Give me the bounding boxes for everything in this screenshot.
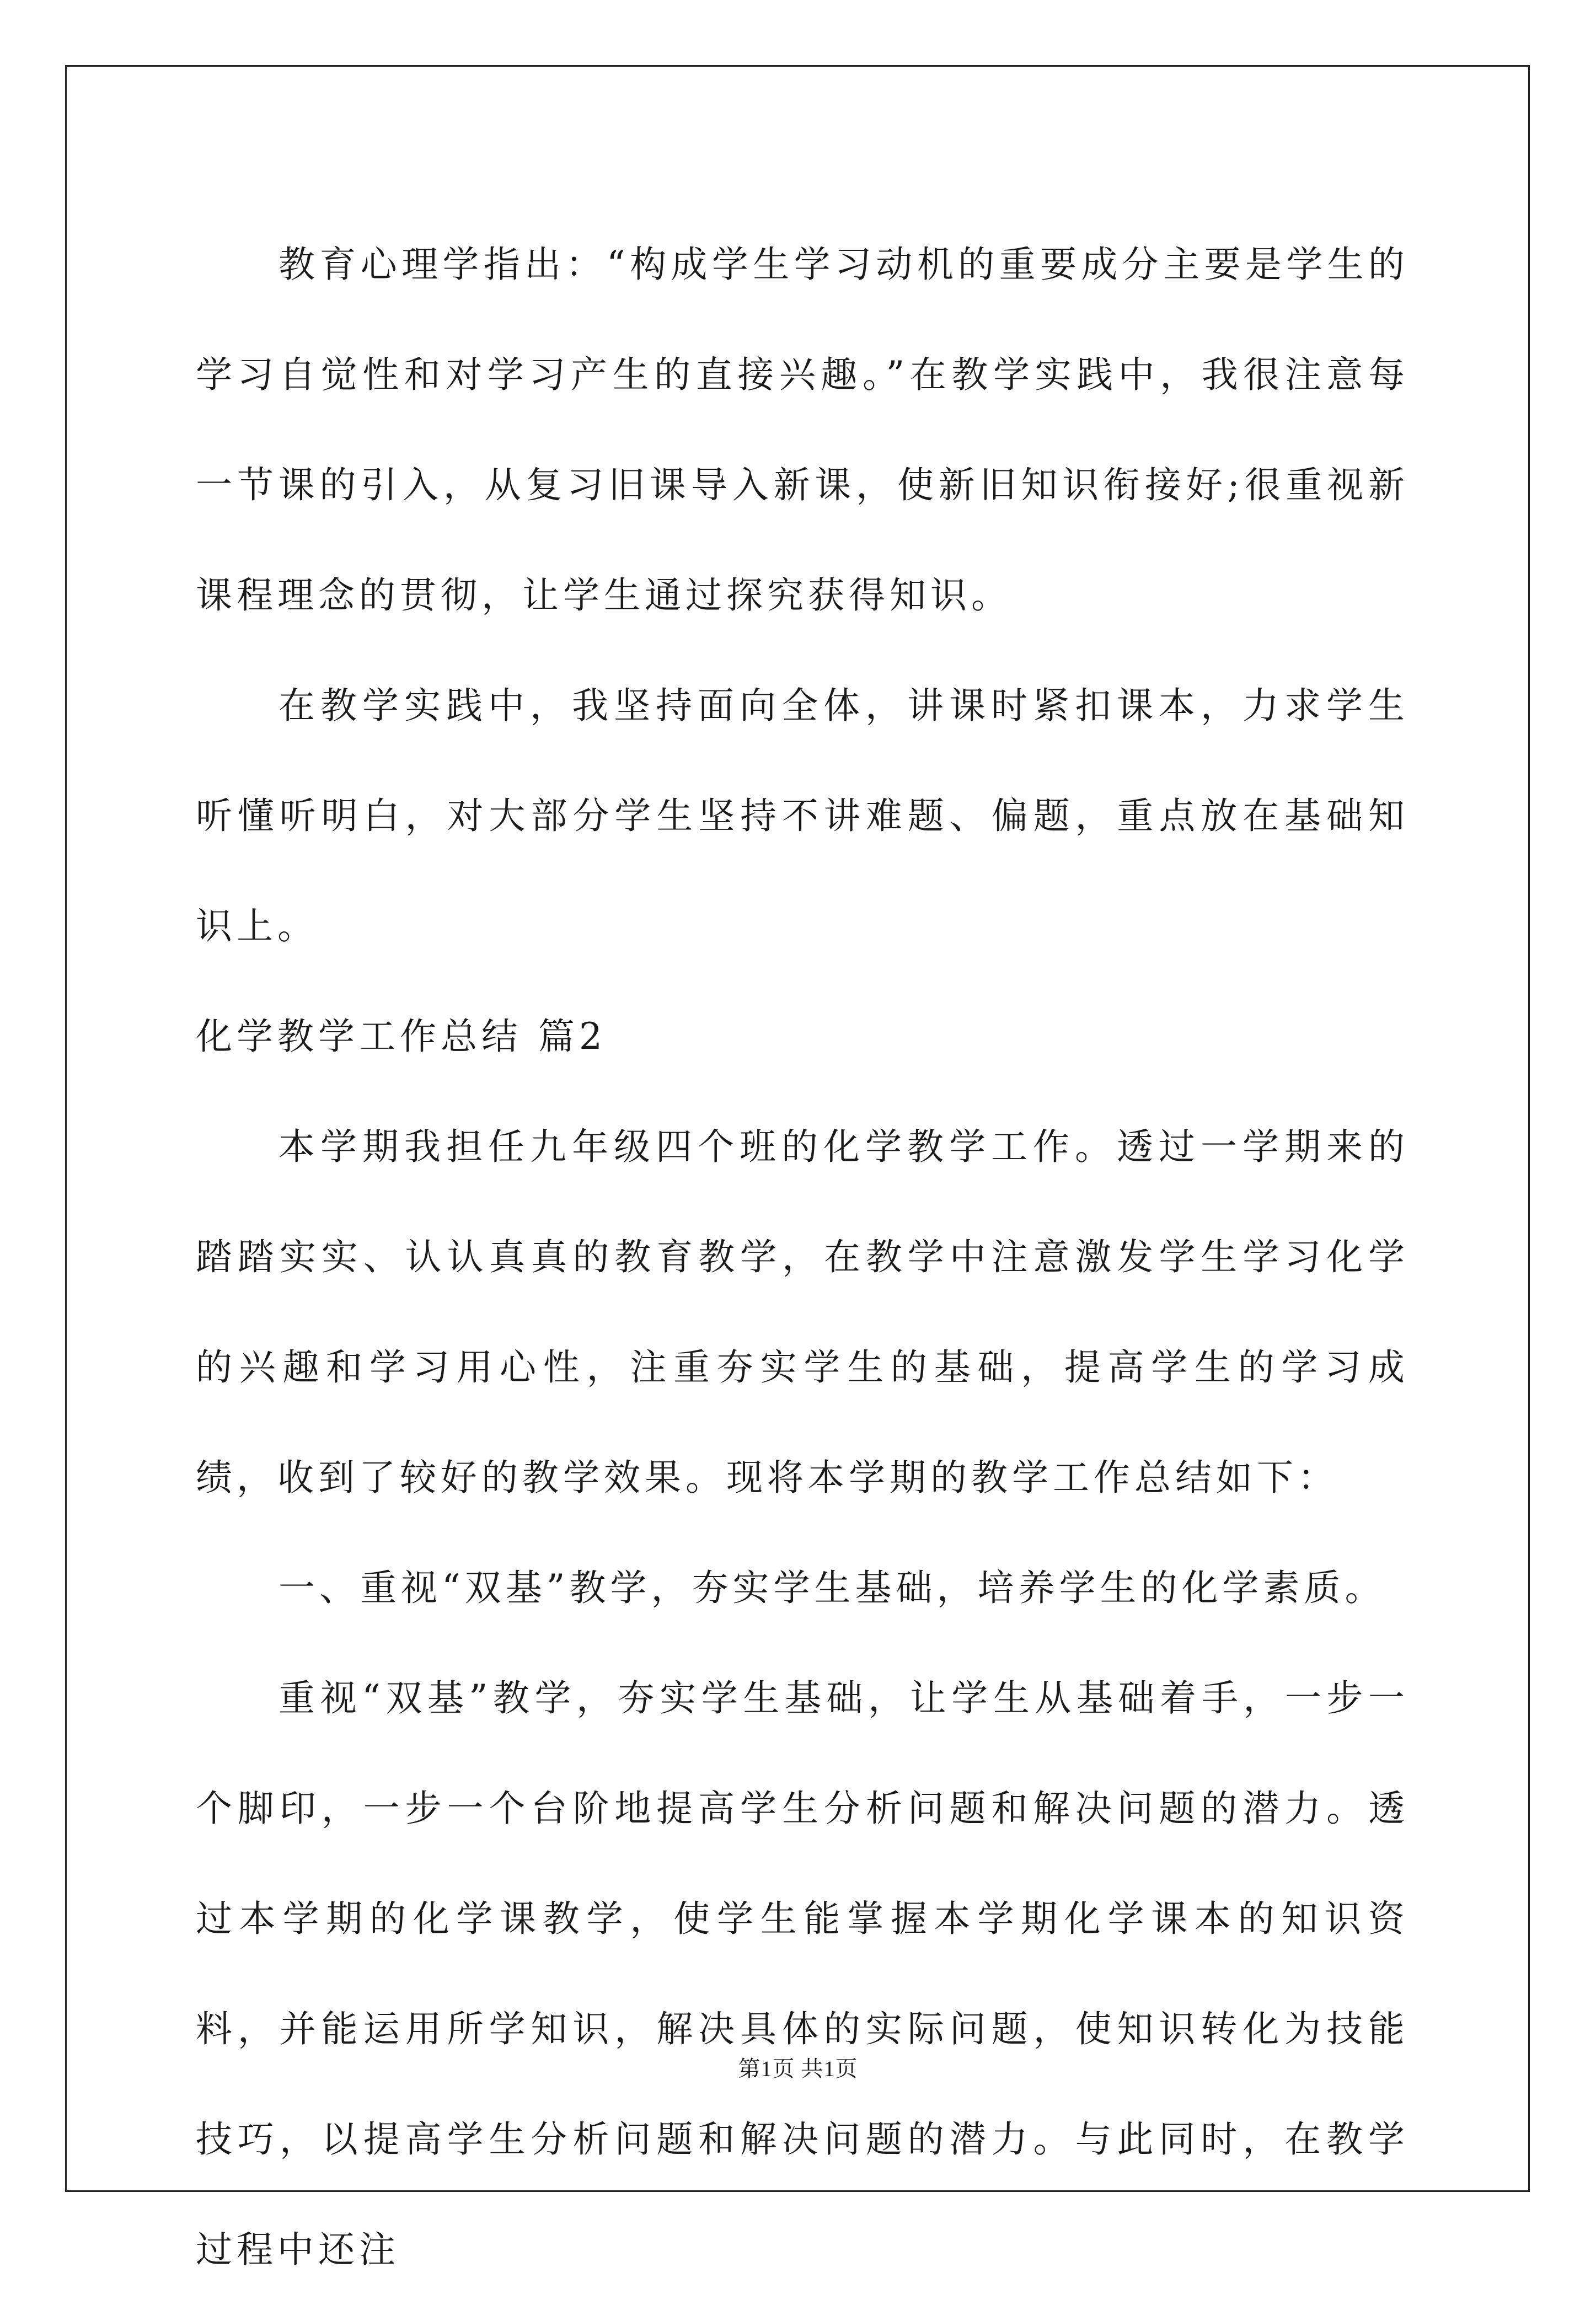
paragraph-double-basics: 重视“双基”教学，夯实学生基础，让学生从基础着手，一步一个脚印，一步一个台阶地提高学生分析问题和解决问题的潜力。透过本学期的化学课教学，使学生能掌握本学期化学课本的知识资料，并能运用所学知识，解决具体的实际问题，使知识转化为技能技巧，以提高学生分析问题和解决问题的潜力。与此同时，在教学过程中还注 [196, 1677, 1409, 2271]
paragraph-motivation: 教育心理学指出：“构成学生学习动机的重要成分主要是学生的学习自觉性和对学习产生的直接兴趣。”在教学实践中，我很注意每一节课的引入，从复习旧课导入新课，使新旧知识衔接好;很重视新课程理念的贯彻，让学生通过探究获得知识。 [196, 243, 1409, 617]
page-number-footer: 第1页 共1页 [738, 2056, 858, 2081]
paragraph-teaching-practice: 在教学实践中，我坚持面向全体，讲课时紧扣课本，力求学生听懂听明白，对大部分学生坚持不讲难题、偏题，重点放在基础知识上。 [196, 684, 1409, 947]
paragraph-point-one: 一、重视“双基”教学，夯实学生基础，培养学生的化学素质。 [279, 1567, 1386, 1609]
document-body [196, 210, 1409, 2305]
paragraph-semester-intro: 本学期我担任九年级四个班的化学教学工作。透过一学期来的踏踏实实、认认真真的教育教学，在教学中注意激发学生学习化学的兴趣和学习用心性，注重夯实学生的基础，提高学生的学习成绩，收到了较好的教学效果。现将本学期的教学工作总结如下： [196, 1125, 1409, 1499]
section-heading: 化学教学工作总结 篇2 [196, 1015, 607, 1058]
